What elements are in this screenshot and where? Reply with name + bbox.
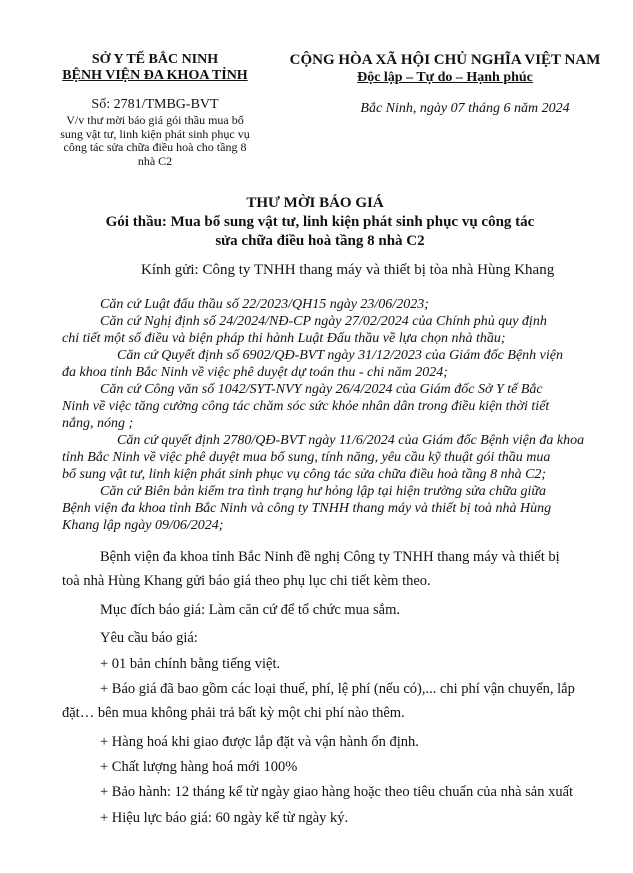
department-name: SỞ Y TẾ BẮC NINH [91, 52, 219, 67]
requirement-validity: + Hiệu lực báo giá: 60 ngày kể từ ngày ký. [100, 810, 349, 826]
national-heading-block [280, 52, 610, 87]
subject-line: sung vật tư, linh kiện phát sinh phục vụ [60, 126, 250, 141]
requirement-price-line: + Báo giá đã bao gồm các loại thuế, phí, lệ phí (nếu có),... chi phí vận chuyển, lắp [100, 681, 575, 697]
nation-name: CỘNG HÒA XÃ HỘI CHỦ NGHĨA VIỆT NAM [289, 52, 601, 68]
purpose-line: Mục đích báo giá: Làm căn cứ để tổ chức mua sắm. [100, 602, 400, 618]
document-subject [40, 114, 270, 168]
basis-item: Căn cứ quyết định 2780/QĐ-BVT ngày 11/6/2024 của Giám đốc Bệnh viện đa khoa tỉnh Bắc Ninh về việc phê duyệt mua bổ sung, tính năng, yêu cầu kỹ thuật gói thầu mua bổ sung vật tư, linh kiện phát sinh phục vụ công tác sửa chữa điều hoà tầng 8 nhà C2; [62, 433, 585, 482]
basis-item: Căn cứ Luật đấu thầu số 22/2023/QH15 ngày 23/06/2023; [100, 297, 429, 312]
request-paragraph [62, 545, 592, 593]
requirement-warranty: + Bảo hành: 12 tháng kể từ ngày giao hàng hoặc theo tiêu chuẩn của nhà sản xuất [100, 784, 574, 800]
hospital-name: BỆNH VIỆN ĐA KHOA TỈNH [62, 68, 248, 83]
issuing-agency-block [40, 52, 270, 84]
package-title-line: Gói thầu: Mua bổ sung vật tư, linh kiện phát sinh phục vụ công tác [105, 214, 535, 230]
basis-item: Căn cứ Biên bản kiểm tra tình trạng hư hỏng lập tại hiện trường sửa chữa giữa Bệnh viện đa khoa tỉnh Bắc Ninh và công ty TNHH thang máy và thiết bị toà nhà Hùng Khang lập ngày 09/06/2024; [62, 484, 552, 533]
package-title [70, 213, 570, 251]
requirement-quality: + Chất lượng hàng hoá mới 100% [100, 759, 298, 775]
requirements-heading: Yêu cầu báo giá: [100, 630, 198, 646]
request-line: toà nhà Hùng Khang gửi báo giá theo phụ lục chi tiết kèm theo. [62, 573, 431, 589]
basis-item: Căn cứ Quyết định số 6902/QĐ-BVT ngày 31/12/2023 của Giám đốc Bệnh viện đa khoa tỉnh Bắc Ninh về việc phê duyệt dự toán thu - chi năm 2024; [62, 348, 563, 380]
date-line: Bắc Ninh, ngày 07 tháng 6 năm 2024 [360, 101, 570, 116]
subject-line: công tác sửa chữa điều hoà cho tầng 8 [63, 140, 247, 154]
requirement-original: + 01 bản chính bằng tiếng việt. [100, 656, 281, 672]
national-motto: Độc lập – Tự do – Hạnh phúc [357, 70, 533, 85]
basis-item: Căn cứ Nghị định số 24/2024/NĐ-CP ngày 27/02/2024 của Chính phủ quy định chi tiết một số điều và biện pháp thi hành Luật Đấu thầu về lựa chọn nhà thầu; [62, 314, 547, 346]
subject-line: V/v thư mời báo giá gói thầu mua bổ [66, 113, 244, 127]
basis-item: Căn cứ Công văn số 1042/SYT-NVY ngày 26/4/2024 của Giám đốc Sở Y tế Bắc Ninh về việc tăng cường công tác chăm sóc sức khỏe nhân dân trong điều kiện thời tiết nắng, nóng ; [62, 382, 550, 431]
document-title: THƯ MỜI BÁO GIÁ [246, 195, 384, 211]
requirement-install: + Hàng hoá khi giao được lắp đặt và vận hành ổn định. [100, 734, 419, 750]
request-line: Bệnh viện đa khoa tỉnh Bắc Ninh đề nghị Công ty TNHH thang máy và thiết bị [100, 549, 560, 565]
requirement-price [62, 677, 602, 725]
document-number: Số: 2781/TMBG-BVT [91, 97, 219, 112]
recipient-line: Kính gửi: Công ty TNHH thang máy và thiết bị tòa nhà Hùng Khang [141, 262, 555, 278]
requirement-price-line: đặt… bên mua không phải trả bất kỳ một chi phí nào thêm. [62, 705, 405, 721]
subject-line: nhà C2 [137, 153, 173, 168]
package-title-line: sửa chữa điều hoà tầng 8 nhà C2 [215, 233, 425, 249]
legal-basis-list [62, 296, 592, 534]
